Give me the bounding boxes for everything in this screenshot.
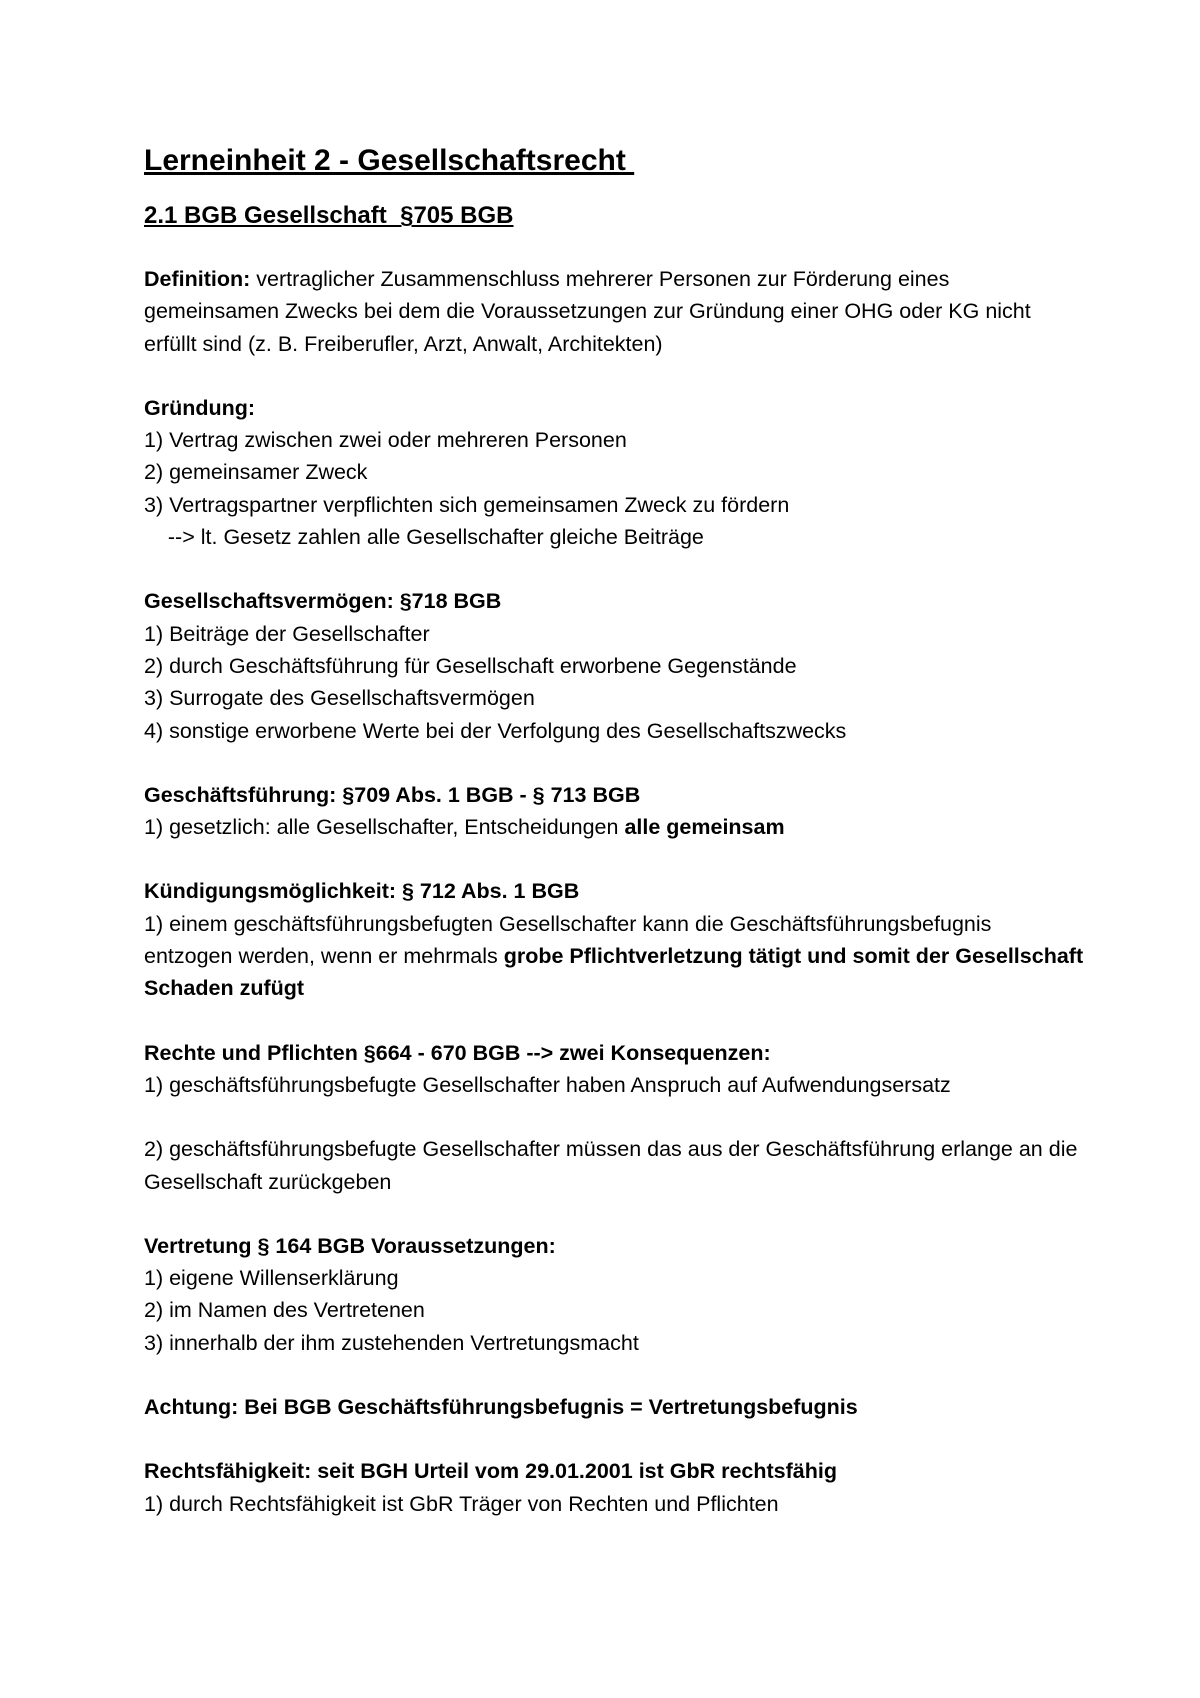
definition-text: vertraglicher Zusammenschluss mehrerer Personen zur Förderung eines gemeinsamen Zwecks bei dem die Voraussetzungen zur Gründung einer OHG oder KG nicht erfüllt sind (z. B. Freiberufler, Arzt, Anwalt, Architekten) <box>144 267 1031 356</box>
fuehrung-item-bold: alle gemeinsam <box>624 815 785 840</box>
section-title: 2.1 BGB Gesellschaft §705 BGB <box>144 202 514 229</box>
list-item: 3) Surrogate des Gesellschaftsvermögen <box>144 686 535 711</box>
achtung-note: Achtung: Bei BGB Geschäftsführungsbefugnis = Vertretungsbefugnis <box>144 1395 858 1420</box>
definition-label: Definition: <box>144 267 251 291</box>
rechtsfaehigkeit-heading: Rechtsfähigkeit: seit BGH Urteil vom 29.01.2001 ist GbR rechtsfähig <box>144 1459 837 1484</box>
list-item: 4) sonstige erworbene Werte bei der Verfolgung des Gesellschaftszwecks <box>144 718 847 743</box>
kuendigung-section <box>144 875 1084 1004</box>
list-item <box>144 908 1084 1005</box>
list-item: 1) Beiträge der Gesellschafter <box>144 621 430 646</box>
kuendigung-item-text: 1) einem geschäftsführungsbefugten Gesellschafter kann die Geschäftsführungsbefugnis entzogen werden, wenn er mehrmals <box>144 911 992 969</box>
gruendung-section <box>144 392 1084 553</box>
vertretung-section <box>144 1230 1084 1359</box>
list-item: 1) durch Rechtsfähigkeit ist GbR Träger von Rechten und Pflichten <box>144 1491 779 1516</box>
fuehrung-item-text: 1) gesetzlich: alle Gesellschafter, Entscheidungen <box>144 815 625 840</box>
list-item: 2) durch Geschäftsführung für Gesellschaft erworbene Gegenstände <box>144 653 797 678</box>
list-item: 1) Vertrag zwischen zwei oder mehreren Personen <box>144 428 627 453</box>
list-item: 2) im Namen des Vertretenen <box>144 1298 425 1323</box>
definition-paragraph <box>144 263 1084 360</box>
kuendigung-heading: Kündigungsmöglichkeit: § 712 Abs. 1 BGB <box>144 879 580 904</box>
rechtsfaehigkeit-section <box>144 1455 1084 1520</box>
vermoegen-section <box>144 585 1084 746</box>
list-item: 2) geschäftsführungsbefugte Gesellschafter müssen das aus der Geschäftsführung erlange an die Gesellschaft zurückgeben <box>144 1137 1078 1194</box>
kuendigung-item-bold: grobe Pflichtverletzung tätigt und somit der Gesellschaft Schaden zufügt <box>144 944 1084 1001</box>
definition-section <box>144 263 1084 360</box>
document-body <box>144 141 1084 1552</box>
fuehrung-heading: Geschäftsführung: §709 Abs. 1 BGB - § 713 BGB <box>144 782 641 807</box>
achtung-section <box>144 1391 1084 1423</box>
vertretung-heading: Vertretung § 164 BGB Voraussetzungen: <box>144 1233 556 1258</box>
list-item: 3) innerhalb der ihm zustehenden Vertretungsmacht <box>144 1330 639 1355</box>
list-item: 3) Vertragspartner verpflichten sich gemeinsamen Zweck zu fördern <box>144 492 790 517</box>
page-title: Lerneinheit 2 - Gesellschaftsrecht <box>144 144 635 177</box>
gruendung-heading: Gründung: <box>144 395 256 420</box>
fuehrung-section <box>144 779 1084 844</box>
list-item: 1) geschäftsführungsbefugte Gesellschafter haben Anspruch auf Aufwendungsersatz <box>144 1072 951 1097</box>
vermoegen-heading: Gesellschaftsvermögen: §718 BGB <box>144 589 502 614</box>
list-item <box>144 811 1084 843</box>
list-item: 1) eigene Willenserklärung <box>144 1266 399 1291</box>
list-item: --> lt. Gesetz zahlen alle Gesellschafter gleiche Beiträge <box>144 525 704 550</box>
rechte-section <box>144 1037 1084 1198</box>
list-item: 2) gemeinsamer Zweck <box>144 460 368 485</box>
rechte-heading: Rechte und Pflichten §664 - 670 BGB --> zwei Konsequenzen: <box>144 1040 771 1065</box>
